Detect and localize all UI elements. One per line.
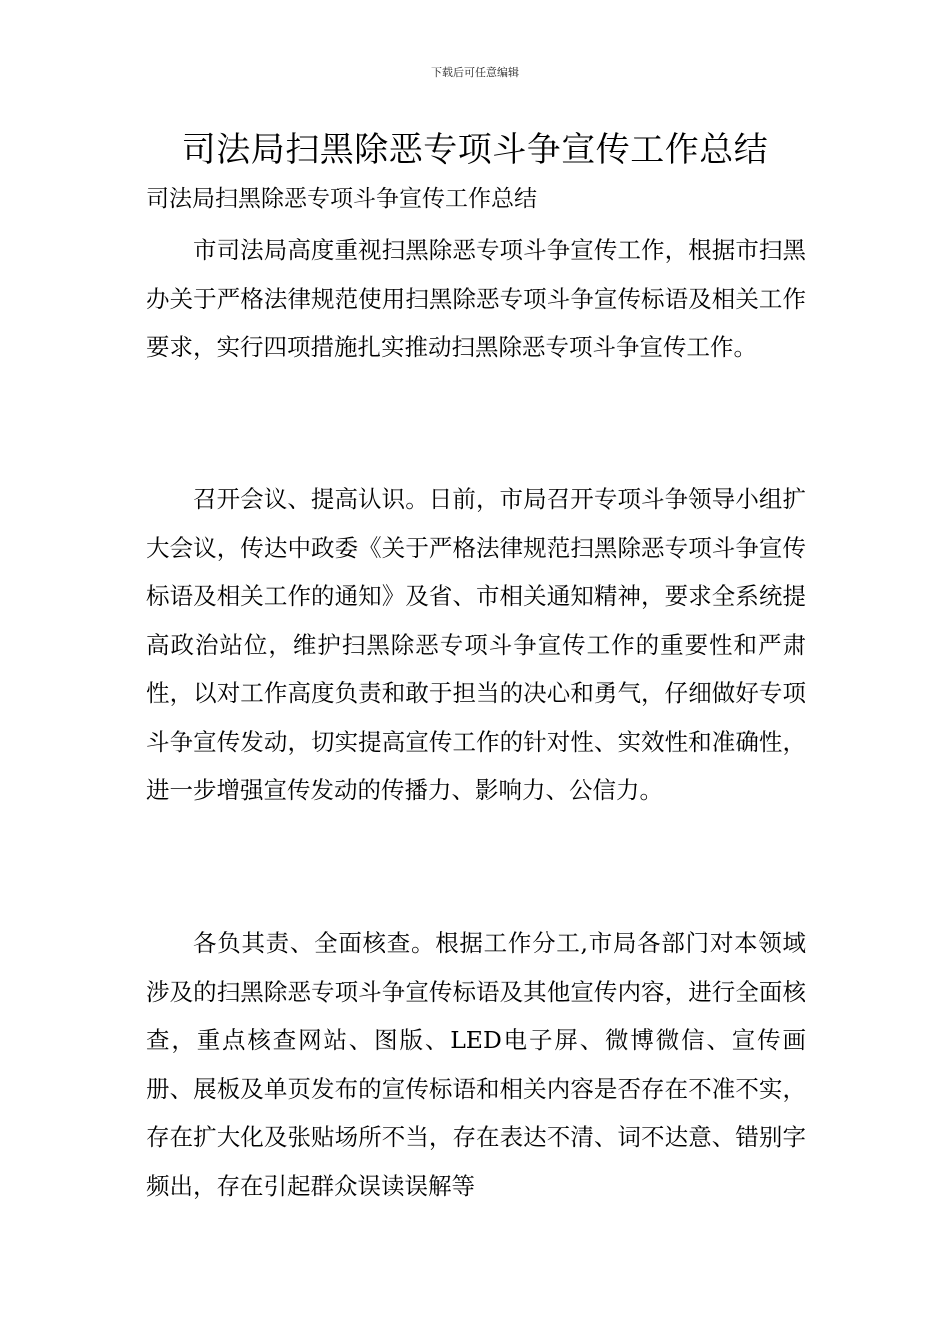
paragraph-intro: 市司法局高度重视扫黑除恶专项斗争宣传工作，根据市扫黑办关于严格法律规范使用扫黑除恶专项斗争宣传标语及相关工作要求，实行四项措施扎实推动扫黑除恶专项斗争宣传工作。 xyxy=(146,236,806,361)
document-title: 司法局扫黑除恶专项斗争宣传工作总结 xyxy=(181,130,769,170)
header-note: 下载后可任意编辑 xyxy=(431,66,519,79)
paragraph-review: 各负其责、全面核查。根据工作分工,市局各部门对本领域涉及的扫黑除恶专项斗争宣传标语及其他宣传内容，进行全面核查，重点核查网站、图版、LED电子屏、微博微信、宣传画册、展板及单页发布的宣传标语和相关内容是否存在不准不实，存在扩大化及张贴场所不当，存在表达不清、词不达意、错别字频出，存在引起群众误读误解等 xyxy=(146,929,806,1200)
document-subtitle: 司法局扫黑除恶专项斗争宣传工作总结 xyxy=(146,186,537,212)
paragraph-meeting: 召开会议、提高认识。日前，市局召开专项斗争领导小组扩大会议，传达中政委《关于严格法律规范扫黑除恶专项斗争宣传标语及相关工作的通知》及省、市相关通知精神，要求全系统提高政治站位，维护扫黑除恶专项斗争宣传工作的重要性和严肃性，以对工作高度负责和敢于担当的决心和勇气，仔细做好专项斗争宣传发动，切实提高宣传工作的针对性、实效性和准确性，进一步增强宣传发动的传播力、影响力、公信力。 xyxy=(146,485,806,804)
